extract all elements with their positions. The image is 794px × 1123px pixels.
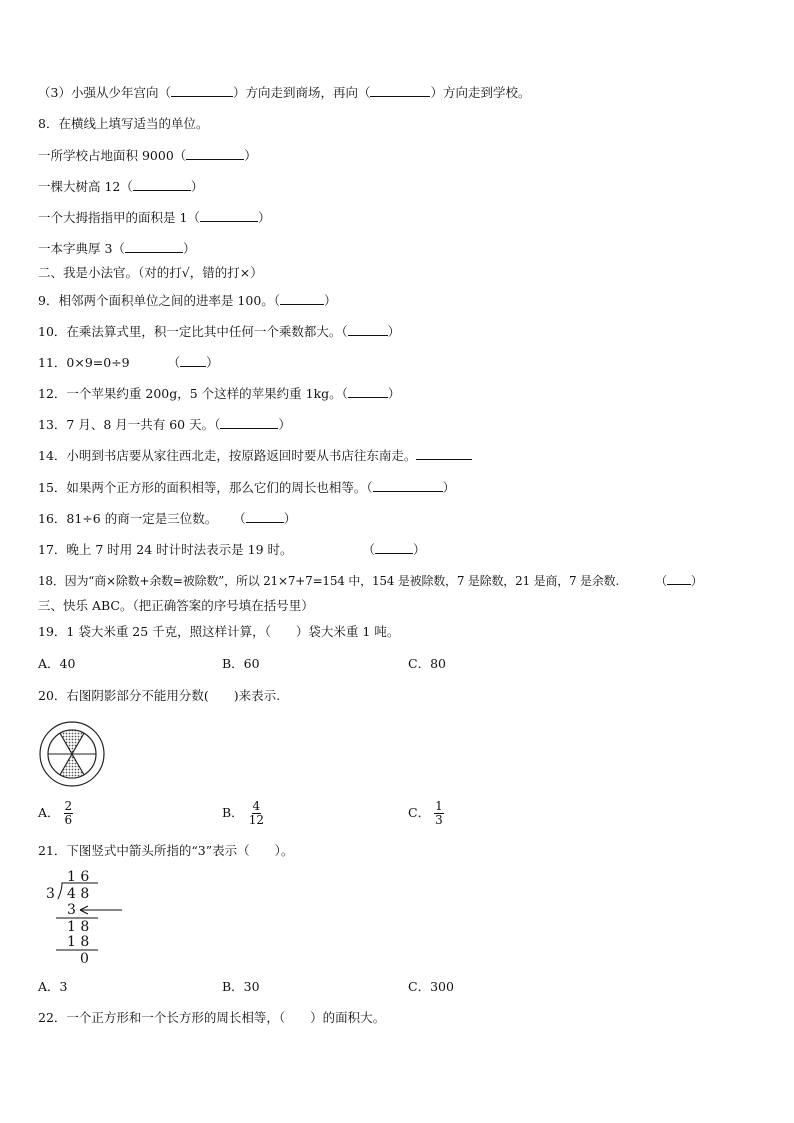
question-text: 13．7 月、8 月一共有 60 天。（ xyxy=(38,417,221,432)
answer-blank[interactable] xyxy=(180,354,206,367)
paren-close: ） xyxy=(387,324,401,339)
judge-question xyxy=(38,447,472,464)
fraction xyxy=(434,800,444,827)
section-title: 二、我是小法官。（对的打√，错的打×） xyxy=(38,265,263,280)
judge-question xyxy=(38,323,400,340)
answer-blank[interactable] xyxy=(246,510,284,523)
question-text: 12．一个苹果约重 200g，5 个这样的苹果约重 1kg。（ xyxy=(38,386,348,401)
paren-open: （ xyxy=(167,355,181,370)
answer-blank[interactable] xyxy=(280,292,324,305)
numerator: 4 xyxy=(252,799,261,813)
answer-blank[interactable] xyxy=(348,385,388,398)
q8-item xyxy=(38,209,270,226)
question-text: 16．81÷6 的商一定是三位数。 xyxy=(38,511,218,526)
answer-blank[interactable] xyxy=(370,84,430,97)
section-title: 三、快乐 ABC。（把正确答案的序号填在括号里） xyxy=(38,598,314,613)
q19-text: 19．1 袋大米重 25 千克，照这样计算，（ ）袋大米重 1 吨。 xyxy=(38,624,400,639)
denominator: 12 xyxy=(248,813,264,827)
answer-blank[interactable] xyxy=(416,447,472,460)
q8-title: 8．在横线上填写适当的单位。 xyxy=(38,116,209,131)
question-text: 10．在乘法算式里，积一定比其中任何一个乘数都大。（ xyxy=(38,324,348,339)
denominator: 3 xyxy=(435,813,443,827)
judge-question xyxy=(38,572,703,589)
question-text: 18．因为“商×除数+余数=被除数”，所以 21×7+7=154 中，154 是被除数，7 是除数，21 是商，7 是余数. xyxy=(38,574,620,588)
answer-blank[interactable] xyxy=(186,147,244,160)
divisor: 3 xyxy=(46,886,55,902)
answer-blank[interactable] xyxy=(200,209,258,222)
answer-blank[interactable] xyxy=(373,479,443,492)
q21-option-c[interactable]: C．300 xyxy=(408,979,454,994)
q20-option-b[interactable] xyxy=(222,800,265,827)
answer-blank[interactable] xyxy=(348,323,388,336)
q20-option-a[interactable] xyxy=(38,800,73,827)
q19-option-b[interactable]: B．60 xyxy=(222,656,260,671)
paren-open: （ xyxy=(362,542,376,557)
paren-close: ） xyxy=(690,574,703,588)
partial-product-2: 1 8 xyxy=(67,934,90,950)
paren-close: ） xyxy=(283,511,297,526)
paren-close: ） xyxy=(257,210,271,225)
judge-question xyxy=(38,416,291,433)
fraction xyxy=(64,800,74,827)
paren-open: （ xyxy=(233,511,246,526)
q21-option-b[interactable]: B．30 xyxy=(222,979,260,994)
q22-text: 22．一个正方形和一个长方形的周长相等，（ ）的面积大。 xyxy=(38,1010,386,1025)
paren-close: ） xyxy=(182,241,196,256)
q7-mid: ）方向走到商场，再向（ xyxy=(232,85,371,100)
question-text: 9．相邻两个面积单位之间的进率是 100。（ xyxy=(38,293,281,308)
remainder: 0 xyxy=(80,951,89,967)
q20-text: 20．右图阴影部分不能用分数( )来表示. xyxy=(38,688,281,703)
q19-option-a[interactable]: A．40 xyxy=(38,656,76,671)
paren-close: ） xyxy=(324,293,337,308)
paren-close: ） xyxy=(190,179,204,194)
q8-item-text: 一所学校占地面积 9000（ xyxy=(38,148,187,163)
paren-close: ） xyxy=(278,417,291,432)
judge-question xyxy=(38,510,296,527)
q20-option-c[interactable] xyxy=(408,800,444,827)
judge-question xyxy=(38,479,455,496)
judge-question xyxy=(38,292,337,309)
answer-blank[interactable] xyxy=(375,541,413,554)
fraction xyxy=(248,800,265,827)
answer-blank[interactable] xyxy=(667,572,691,585)
q8-item-text: 一棵大树高 12（ xyxy=(38,179,133,194)
answer-blank[interactable] xyxy=(125,240,183,253)
partial-product-1: 3 xyxy=(67,902,76,918)
q21-text: 21．下图竖式中箭头所指的“3”表示（ ）。 xyxy=(38,843,294,858)
q8-item xyxy=(38,240,195,257)
quotient: 1 6 xyxy=(67,869,90,885)
paren-close: ） xyxy=(244,148,257,163)
answer-blank[interactable] xyxy=(133,178,191,191)
denominator: 6 xyxy=(64,813,73,827)
numerator: 1 xyxy=(435,799,443,813)
paren-close: ） xyxy=(442,480,456,495)
paren-open: （ xyxy=(655,574,667,588)
partial-remainder: 1 8 xyxy=(67,919,90,935)
question-text: 17．晚上 7 时用 24 时计时法表示是 19 时。 xyxy=(38,542,293,557)
answer-blank[interactable] xyxy=(220,416,278,429)
dividend: 4 8 xyxy=(67,886,90,902)
answer-blank[interactable] xyxy=(171,84,233,97)
question-text: 11．0×9=0÷9 xyxy=(38,355,130,370)
question-text: 15．如果两个正方形的面积相等，那么它们的周长也相等。（ xyxy=(38,480,373,495)
paren-close: ） xyxy=(387,386,401,401)
q7-prefix: （3）小强从少年宫向（ xyxy=(38,85,171,100)
shaded-circle-figure xyxy=(38,720,106,788)
option-label: C． xyxy=(408,805,431,820)
judge-question xyxy=(38,541,426,558)
question-text: 14．小明到书店要从家往西北走，按原路返回时要从书店往东南走。 xyxy=(38,448,417,463)
paren-close: ） xyxy=(413,542,426,557)
option-label: B． xyxy=(222,805,244,820)
long-division-figure xyxy=(40,868,130,968)
paren-close: ） xyxy=(206,355,219,370)
q7-suffix: ）方向走到学校。 xyxy=(430,85,531,100)
option-label: A． xyxy=(38,805,60,820)
numerator: 2 xyxy=(64,799,73,813)
q8-item-text: 一个大拇指指甲的面积是 1（ xyxy=(38,210,200,225)
q8-item-text: 一本字典厚 3（ xyxy=(38,241,125,256)
q7-part3 xyxy=(38,84,531,101)
judge-question xyxy=(38,385,400,402)
q8-item xyxy=(38,147,257,164)
q21-option-a[interactable]: A．3 xyxy=(38,979,68,994)
q19-option-c[interactable]: C．80 xyxy=(408,656,446,671)
judge-question xyxy=(38,354,219,371)
q8-item xyxy=(38,178,203,195)
